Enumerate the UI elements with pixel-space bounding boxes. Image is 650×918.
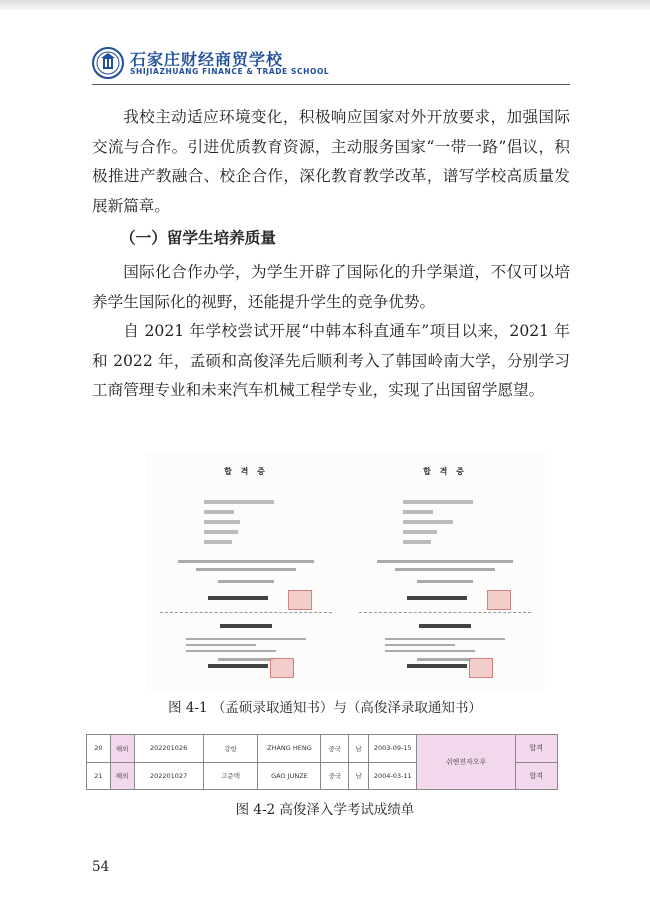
paragraph-students: 自 2021 年学校尝试开展“中韩本科直通车”项目以来，2021 年和 2022 年，孟硕和高俊泽先后顺利考入了韩国岭南大学，分别学习工商管理专业和未来汽车机械工程学专业，实现了出国留学愿望。 [92,322,570,399]
cert-field [403,500,473,504]
cert-text-line [196,568,296,571]
cell-birth: 2003-09-15 [368,735,417,763]
page-number: 54 [92,859,110,875]
cert-divider [160,612,332,613]
cert-field [204,540,232,544]
certificate-title: 합 격 증 [423,467,467,476]
cert-field [403,540,431,544]
cert-seal [469,658,493,678]
cert-text-line [385,644,455,646]
cert-date-line [417,658,473,661]
cell-birth: 2004-03-11 [368,762,417,790]
cert-field [204,520,240,524]
cell-result: 합격 [515,735,557,763]
cell-no: 20 [87,735,111,763]
cert-date-line [218,580,274,583]
cert-text-line [377,560,513,563]
cert-university-line [208,664,268,668]
section-heading: （一）留学生培养质量 [120,228,276,247]
cell-merged: 쉬엔진자오우 [417,735,515,790]
cert-field [403,520,453,524]
cert-seal [288,590,312,610]
cert-seal [487,590,511,610]
cert-seal [270,658,294,678]
cert-text-line [186,650,276,652]
cert-field [204,530,238,534]
school-name-en: SHIJIAZHUANG FINANCE & TRADE SCHOOL [130,67,330,76]
cert-university-line [208,596,268,600]
cert-field [204,510,234,514]
cert-university-line [407,596,467,600]
certificate-title: 합 격 증 [224,467,268,476]
cert-text-line [395,568,495,571]
cell-id: 202201027 [134,762,203,790]
paragraph-cooperation: 国际化合作办学，为学生开辟了国际化的升学渠道，不仅可以培养学生国际化的视野，还能提升学生的竞争优势。 [92,263,570,311]
school-name-cn: 石家庄财经商贸学校 [130,50,284,69]
cert-subtitle-line [419,624,471,628]
table-row [87,735,558,763]
school-logo-icon [92,47,124,79]
cert-university-line [407,664,467,668]
cert-text-line [385,650,475,652]
cert-field [403,510,433,514]
cell-roman-name: ZHANG HENG [258,735,321,763]
cert-text-line [186,644,256,646]
cell-nationality: 중국 [321,735,349,763]
cert-text-line [178,560,314,563]
admission-certificate-right [345,452,545,690]
cert-date-line [417,580,473,583]
cert-divider [359,612,531,613]
cell-nationality: 중국 [321,762,349,790]
cell-no: 21 [87,762,111,790]
cell-roman-name: GAO JUNZE [258,762,321,790]
figure-2-caption: 图 4-2 高俊泽入学考试成绩单 [235,802,415,818]
cell-gender: 남 [349,735,369,763]
cert-text-line [385,638,505,640]
admission-certificate-left [146,452,346,690]
cell-korean-name: 강항 [203,735,258,763]
cert-field [403,530,437,534]
page-header [92,45,572,83]
cert-date-line [218,658,274,661]
cell-id: 202201026 [134,735,203,763]
cell-type: 해외 [110,762,134,790]
page-top-edge [0,0,650,10]
paragraph-intro: 我校主动适应环境变化，积极响应国家对外开放要求，加强国际交流与合作。引进优质教育资源，主动服务国家“一带一路”倡议，积极推进产教融合、校企合作，深化教育教学改革，谱写学校高质量发展新篇章。 [92,108,570,215]
cell-korean-name: 고준택 [203,762,258,790]
cell-type: 해외 [110,735,134,763]
cert-text-line [186,638,306,640]
cert-subtitle-line [220,624,272,628]
header-divider [92,84,570,85]
figure-1-caption: 图 4-1 （孟硕录取通知书）与（高俊泽录取通知书） [168,700,482,716]
score-table [86,734,558,790]
cell-gender: 남 [349,762,369,790]
cert-field [204,500,274,504]
cell-result: 합격 [515,762,557,790]
